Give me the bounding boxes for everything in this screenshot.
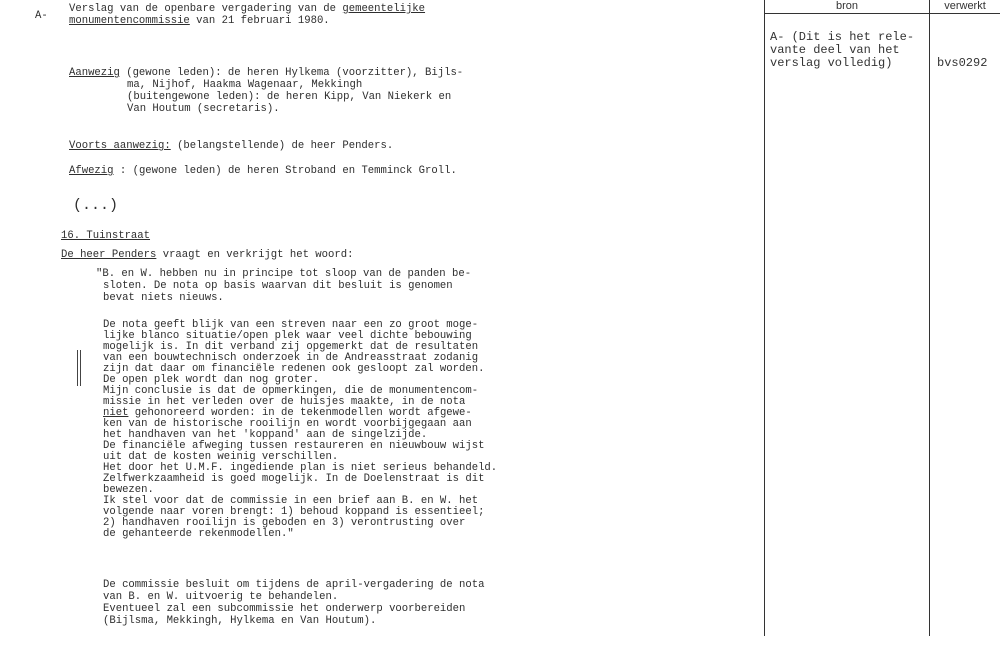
voorts-label: Voorts aanwezig: — [69, 140, 171, 152]
quote2-line: Zelfwerkzaamheid is goed mogelijk. In de Doelenstraat is dit — [103, 473, 485, 485]
aanwezig-line4: Van Houtum (secretaris). — [127, 103, 280, 115]
afwezig-label: Afwezig — [69, 165, 114, 177]
table-header-rule — [764, 13, 1000, 14]
quote2-line: uit dat de kosten weinig verschillen. — [103, 451, 339, 463]
heading-gemeentelijke: gemeentelijke — [342, 3, 426, 15]
speaker-name: De heer Penders — [61, 249, 157, 261]
niet-rest: gehonoreerd worden: in de tekenmodellen wordt afgewe- — [128, 407, 472, 419]
afwezig-text: : (gewone leden) de heren Stroband en Temminck Groll. — [113, 165, 457, 177]
quote2-line: Mijn conclusie is dat de opmerkingen, die de monumentencom- — [103, 385, 479, 397]
margin-bar-right — [80, 350, 81, 386]
report-heading-line1 — [69, 4, 425, 15]
quote2-line: bewezen. — [103, 484, 154, 496]
aanwezig-line2: ma, Nijhof, Haakma Wagenaar, Mekkingh — [127, 79, 363, 91]
aanwezig-line3: (buitengewone leden): de heren Kipp, Van Niekerk en — [127, 91, 452, 103]
quote2-line: lijke blanco situatie/open plek waar veel dichte bebouwing — [103, 330, 472, 342]
heading-pre: Verslag van de openbare vergadering van de — [69, 3, 343, 15]
col-header-verwerkt: verwerkt — [944, 0, 986, 12]
table-border-middle — [929, 0, 930, 636]
aanwezig-label: Aanwezig — [69, 67, 120, 79]
quote2-line: Ik stel voor dat de commissie in een brief aan B. en W. het — [103, 495, 479, 507]
heading-commissie: monumentencommissie — [69, 15, 190, 27]
quote2-line: zijn dat daar om financiële redenen ook gesloopt zal worden. — [103, 363, 485, 375]
quote2-line: 2) handhaven rooilijn is geboden en 3) verontrusting over — [103, 517, 466, 529]
quote2-line: de gehanteerde rekenmodellen." — [103, 528, 294, 540]
decision-line: van B. en W. uitvoerig te behandelen. — [103, 591, 339, 603]
ellipsis-mark: (...) — [73, 197, 119, 214]
quote1-line: bevat niets nieuws. — [103, 292, 224, 304]
bron-line: A- (Dit is het rele- — [770, 30, 915, 44]
aanwezig-text1: (gewone leden): de heren Hylkema (voorzitter), Bijls- — [119, 67, 464, 79]
quote1-line: "B. en W. hebben nu in principe tot sloop van de panden be- — [96, 268, 472, 280]
decision-line: (Bijlsma, Mekkingh, Hylkema en Van Houtum). — [103, 615, 377, 627]
bron-line: vante deel van het — [770, 43, 900, 57]
quote2-line: het handhaven van het 'koppand' aan de singelzijde. — [103, 429, 428, 441]
voorts-text: (belangstellende) de heer Penders. — [170, 140, 394, 152]
niet-underlined: niet — [103, 407, 129, 419]
bron-line: verslag volledig) — [770, 56, 893, 70]
table-border-left — [764, 0, 765, 636]
decision-line: De commissie besluit om tijdens de april-vergadering de nota — [103, 579, 485, 591]
section-title: 16. Tuinstraat — [61, 230, 151, 242]
quote2-line: Het door het U.M.F. ingediende plan is niet serieus behandeld. — [103, 462, 498, 474]
quote2-line: De open plek wordt dan nog groter. — [103, 374, 320, 386]
decision-line: Eventueel zal een subcommissie het onderwerp voorbereiden — [103, 603, 466, 615]
speaker-text: vraagt en verkrijgt het woord: — [156, 249, 354, 261]
speaker-line — [61, 250, 353, 261]
aanwezig-line1 — [69, 68, 463, 79]
quote2-line: De financiële afweging tussen restaureren en nieuwbouw wijst — [103, 440, 485, 452]
quote2-line: missie in het verleden over de huisjes maakte, in de nota — [103, 396, 466, 408]
afwezig — [69, 166, 457, 177]
quote2-line: volgende naar voren brengt: 1) behoud koppand is essentieel; — [103, 506, 485, 518]
quote1-line: sloten. De nota op basis waarvan dit besluit is genomen — [103, 280, 453, 292]
quote2-line: ken van de historische rooilijn en wordt voorbijgegaan aan — [103, 418, 472, 430]
col-header-bron: bron — [835, 0, 859, 12]
margin-bar-left — [77, 350, 78, 386]
verwerkt-value: bvs0292 — [937, 56, 988, 70]
quote2-line: van een bouwtechnisch onderzoek in de Andreasstraat zodanig — [103, 352, 479, 364]
quote2-line: De nota geeft blijk van een streven naar een zo groot moge- — [103, 319, 479, 331]
heading-date: van 21 februari 1980. — [189, 15, 330, 27]
report-heading-line2 — [69, 16, 330, 27]
margin-marker: A- — [35, 10, 48, 22]
quote2-line: mogelijk is. In dit verband zij opgemerkt dat de resultaten — [103, 341, 479, 353]
voorts-aanwezig — [69, 141, 393, 152]
